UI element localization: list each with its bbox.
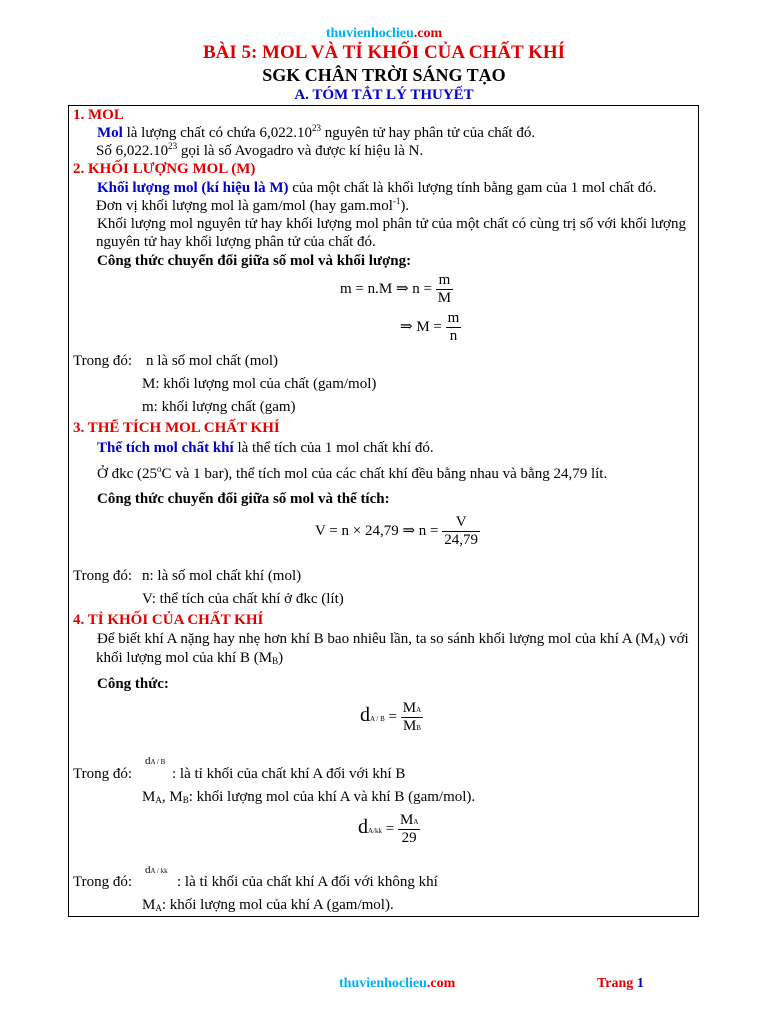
s4-where-1: : là tỉ khối của chất khí A đối với khí B [172, 766, 406, 782]
formula-d-A-kk: dA/kk = $\frac{MA}{29}$ [358, 812, 419, 846]
s2-line-3: Khối lượng mol nguyên tử hay khối lượng mol phân tử của một chất có cùng trị số với khối lượng [97, 216, 686, 232]
page-title: BÀI 5: MOL VÀ TỈ KHỐI CỦA CHẤT KHÍ [202, 42, 566, 63]
s2-where-3: m: khối lượng chất (gam) [142, 399, 296, 415]
s4-where-label-2: Trong đó: [73, 874, 133, 890]
s3-where-label: Trong đó: [73, 568, 133, 584]
s3-where-2: V: thể tích của chất khí ở đkc (lít) [142, 591, 344, 607]
formula-d-A-B: dA / B = $\frac{MA}{MB}$ [360, 700, 422, 734]
site-header[interactable] [0, 26, 768, 42]
s4-where-3: : là tỉ khối của chất khí A đối với không khí [177, 874, 438, 890]
section-2-heading: 2. KHỐI LƯỢNG MOL (M) [73, 161, 256, 177]
s4-formula-heading: Công thức: [97, 676, 169, 692]
s4-where-d-symbol: dA / B [145, 755, 166, 767]
s1-line-1: Mol là lượng chất có chứa 6,022.10$^{23}$ nguyên tử hay phân tử của chất đó. [97, 123, 536, 141]
page-number: Trang 1 [597, 976, 644, 991]
s4-where-d-kk-symbol: dA / kk [145, 864, 168, 876]
s4-where-label-1: Trong đó: [73, 766, 133, 782]
s3-formula-heading: Công thức chuyển đổi giữa số mol và thể tích: [97, 491, 390, 507]
s3-where-1: n: là số mol chất khí (mol) [142, 568, 302, 584]
s3-line-2: Ở đkc (25$^o$C và 1 bar), thể tích mol của các chất khí đều bằng nhau và bằng 24,79 lít. [97, 464, 608, 482]
s2-line-1: Khối lượng mol (kí hiệu là M) của một chất là khối lượng tính bằng gam của 1 mol chất đó. [97, 180, 657, 196]
s2-where-2: M: khối lượng mol của chất (gam/mol) [142, 376, 377, 392]
s4-line-1: Để biết khí A nặng hay nhẹ hơn khí B bao nhiêu lần, ta so sánh khối lượng mol của khí A $(M_A)$ với [97, 631, 689, 647]
s4-where-2: $M_A$, $M_B$: khối lượng mol của khí A và khí B (gam/mol). [142, 789, 476, 805]
section-1-heading: 1. MOL [73, 107, 124, 123]
fraction-m-over-M: $\frac{m}{M}$ [437, 272, 452, 306]
s4-line-2: khối lượng mol của khí B $(M_B)$ [96, 650, 284, 666]
fraction-V-over-24-79: $\frac{V}{24,79}$ [444, 514, 479, 548]
s2-where-label: Trong đó: [73, 353, 133, 369]
formula-mass-mol: m = n.M ⇒ n = $\frac{m}{M}$ [340, 272, 452, 306]
page-subtitle: SGK CHÂN TRỜI SÁNG TẠO [262, 65, 506, 85]
formula-M: ⇒ M = $\frac{m}{n}$ [400, 310, 460, 344]
section-heading-a: A. TÓM TẮT LÝ THUYẾT [294, 87, 474, 103]
s4-where-4: $M_A$: khối lượng mol của khí A (gam/mol). [142, 897, 394, 913]
s3-line-1: Thể tích mol chất khí là thể tích của 1 mol chất khí đó. [97, 440, 434, 456]
site-name: thuvienhoclieu [325, 26, 414, 41]
s2-line-2: Đơn vị khối lượng mol là gam/mol (hay gam.mol$^{-1}$). [96, 196, 410, 214]
s2-line-4: nguyên tử hay khối lượng phân tử của chất đó. [96, 234, 376, 250]
s1-line-2: Số 6,022.10$^{23}$ gọi là số Avogadro và được kí hiệu là N. [96, 141, 424, 159]
footer-site-link[interactable]: thuvienhoclieu.com [339, 976, 456, 991]
fraction-MA-over-29: $\frac{MA}{29}$ [399, 812, 419, 846]
fraction-m-over-n: $\frac{m}{n}$ [447, 310, 460, 344]
fraction-MA-over-MB: $\frac{MA}{MB}$ [402, 700, 422, 734]
s2-formula-heading: Công thức chuyển đổi giữa số mol và khối lượng: [97, 253, 412, 269]
formula-volume: V = n × 24,79 ⇒ n = $\frac{V}{24,79}$ [315, 514, 479, 548]
section-3-heading: 3. THỂ TÍCH MOL CHẤT KHÍ [73, 420, 280, 436]
section-4-heading: 4. TỈ KHỐI CỦA CHẤT KHÍ [73, 612, 264, 628]
site-domain: .com [413, 26, 443, 41]
s2-where-1: n là số mol chất (mol) [146, 353, 279, 369]
